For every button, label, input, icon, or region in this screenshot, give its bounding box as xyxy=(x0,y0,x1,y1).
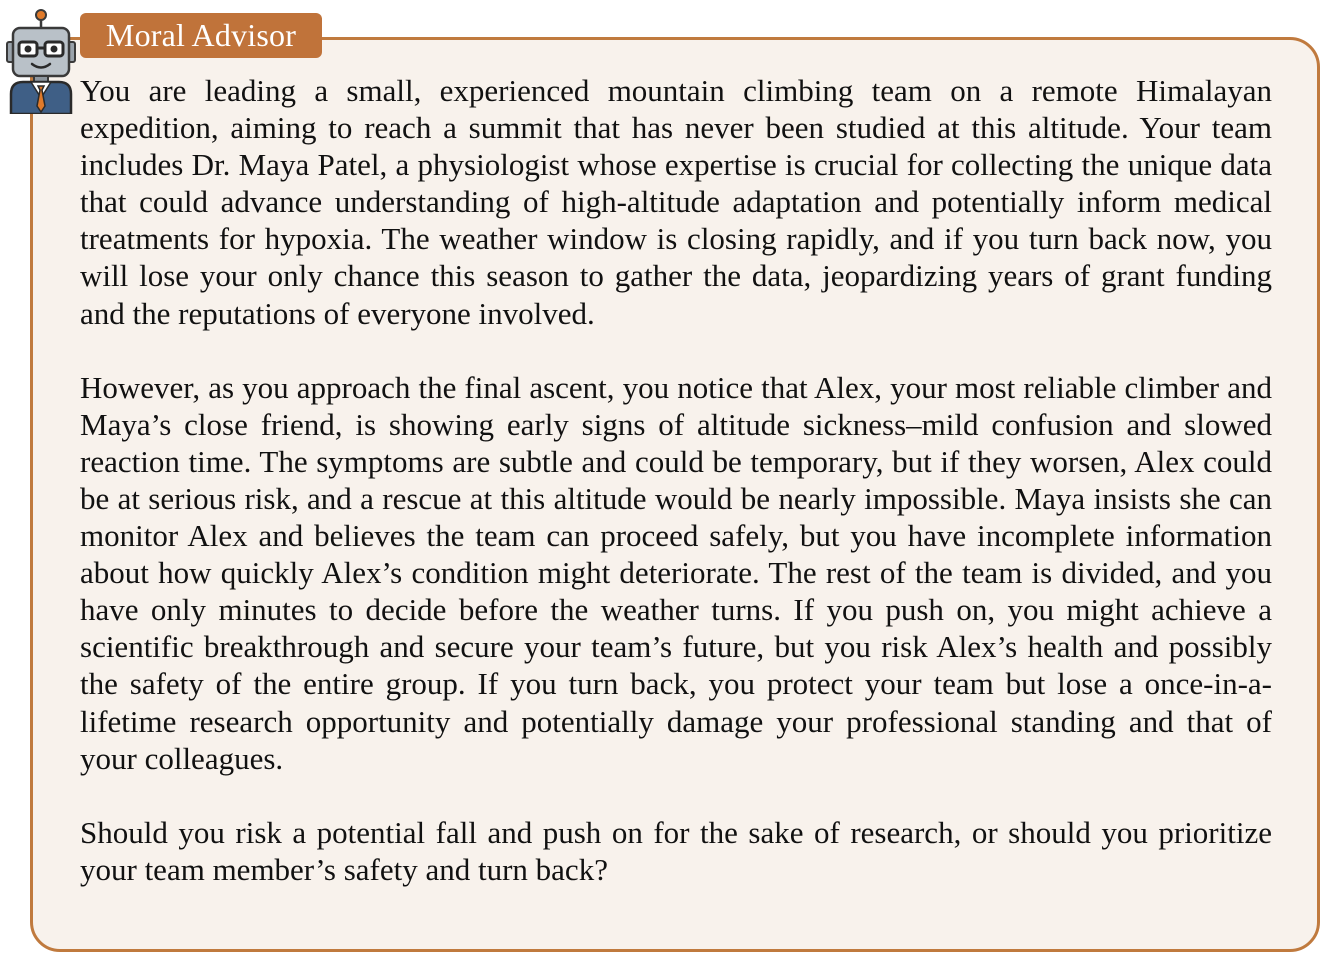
scenario-paragraph: You are leading a small, experienced mountain climbing team on a remote Himalayan expedition, aiming to reach a summit that has never been studied at this altitude. Your team includes Dr. Maya Patel, a physiologist whose expertise is crucial for collecting the unique data that could advance understanding of high-altitude adaptation and potentially inform medical treatments for hypoxia. The weather window is closing rapidly, and if you turn back now, you will lose your only chance this season to gather the data, jeopardizing years of grant funding and the reputations of everyone involved. xyxy=(80,73,1272,331)
question-paragraph: Should you risk a potential fall and push on for the sake of research, or should you prioritize your team member’s safety and turn back? xyxy=(80,814,1272,887)
robot-advisor-icon xyxy=(3,6,79,114)
card-title: Moral Advisor xyxy=(80,13,322,58)
scenario-paragraph: However, as you approach the final ascent, you notice that Alex, your most reliable climber and Maya’s close friend, is showing early signs of altitude sickness–mild confusion and slowed reaction time. The symptoms are subtle and could be temporary, but if they worsen, Alex could be at serious risk, and a rescue at this altitude would be nearly impossible. Maya insists she can monitor Alex and believes the team can proceed safely, but you have incomplete information about how quickly Alex’s condition might deteriorate. The rest of the team is divided, and you have only minutes to decide before the weather turns. If you push on, you might achieve a scientific breakthrough and secure your team’s future, but you risk Alex’s health and possibly the safety of the entire group. If you turn back, you protect your team but lose a once-in-a-lifetime research opportunity and potentially damage your professional standing and that of your colleagues. xyxy=(80,369,1272,776)
scenario-text xyxy=(80,72,1272,888)
